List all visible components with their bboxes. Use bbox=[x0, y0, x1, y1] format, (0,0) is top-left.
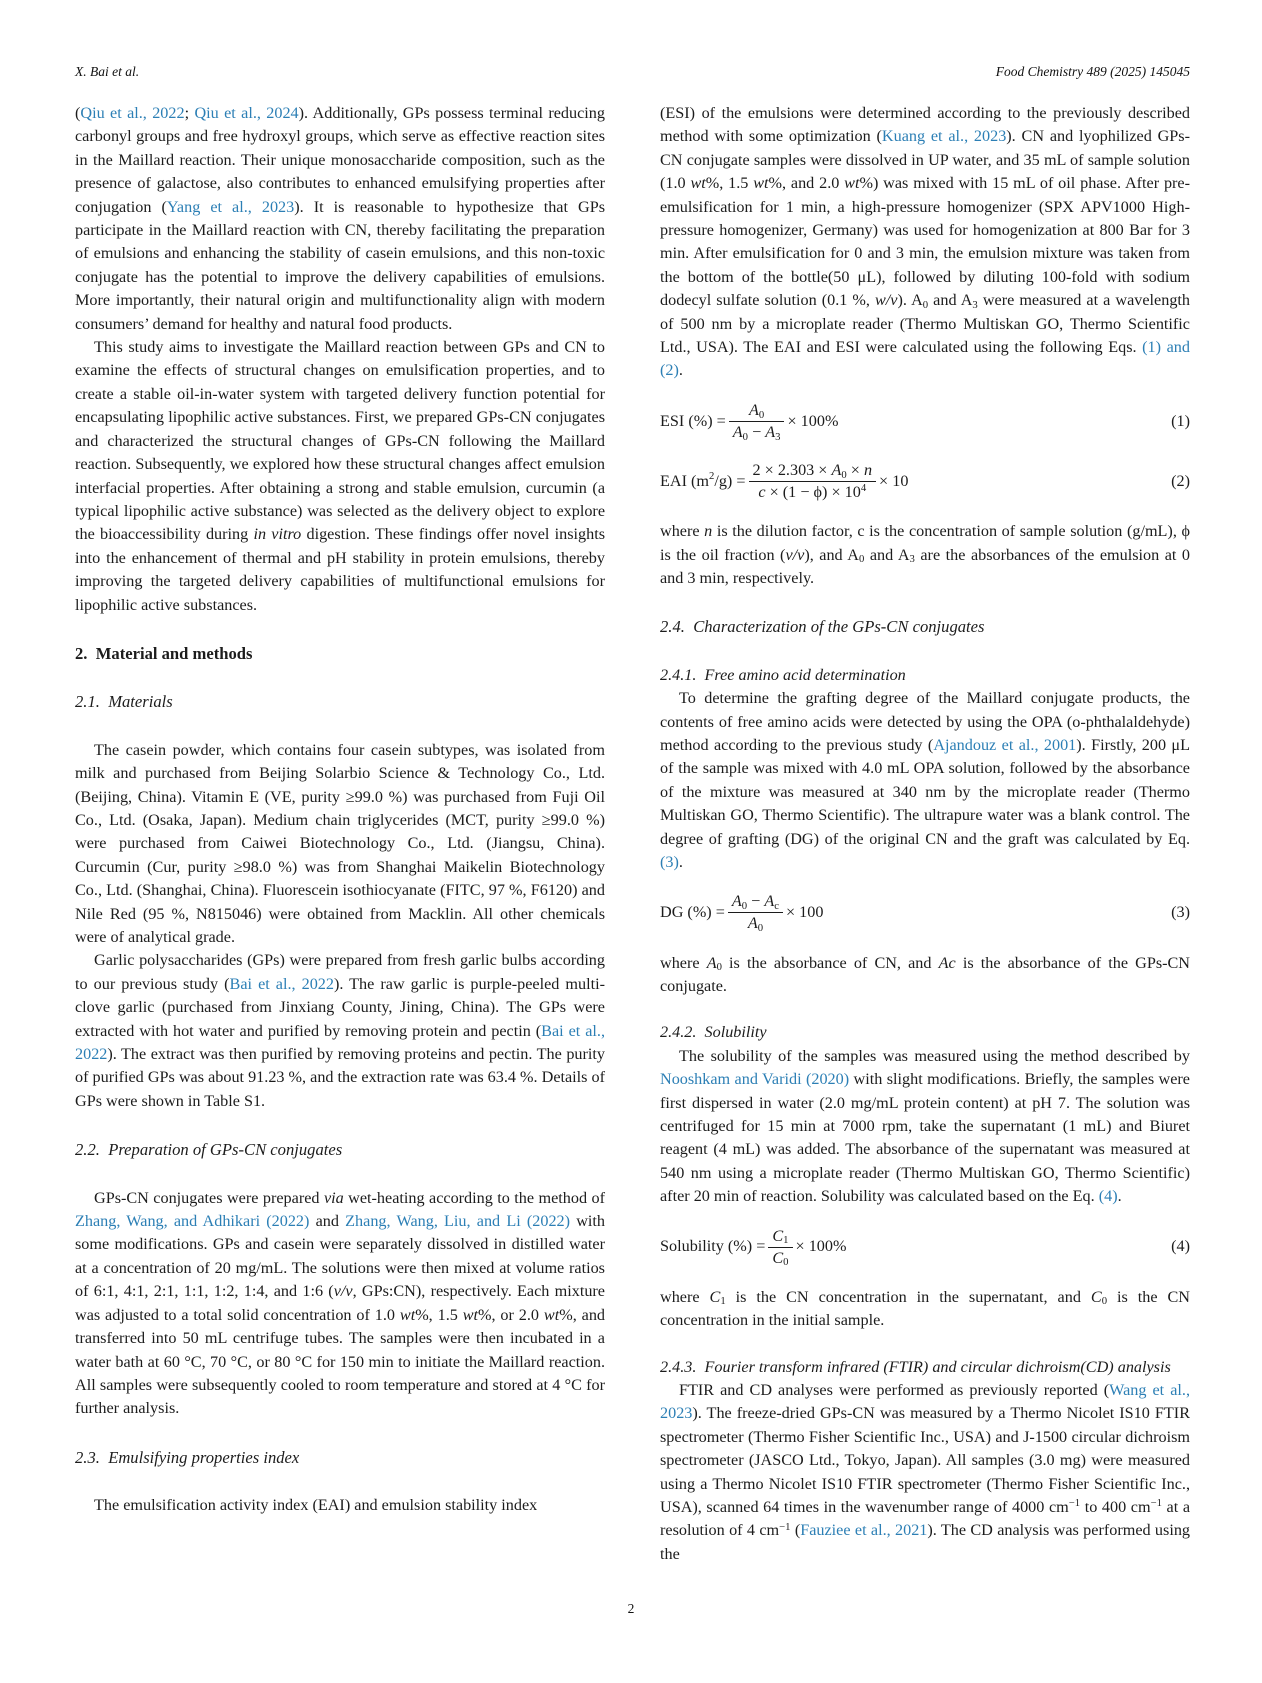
running-head-authors: X. Bai et al. bbox=[75, 64, 140, 79]
text-run: A bbox=[764, 892, 775, 911]
running-head-journal: Food Chemistry 489 (2025) 145045 bbox=[995, 64, 1190, 79]
text-run: is the absorbance of CN, and bbox=[721, 953, 939, 972]
citation-link[interactable]: Qiu et al., 2024 bbox=[194, 104, 299, 122]
text-run: n bbox=[704, 522, 713, 541]
text-run: ), and A bbox=[804, 545, 859, 564]
text-run: 0 bbox=[858, 553, 865, 566]
left-column bbox=[75, 102, 605, 1572]
text-run: to 400 cm bbox=[1080, 1497, 1151, 1516]
text-run: %, or 2.0 bbox=[478, 1305, 544, 1324]
text-run: 2.4. Characterization of the GPs-CN conjugates bbox=[660, 617, 985, 637]
section-heading bbox=[75, 642, 605, 665]
text-run: %, 1.5 bbox=[415, 1305, 463, 1324]
text-run: 4 bbox=[860, 482, 867, 495]
text-run: × 100 bbox=[785, 903, 824, 922]
text-run: 3 bbox=[909, 553, 915, 566]
text-run: ESI (%) = bbox=[660, 411, 726, 430]
equation bbox=[660, 891, 1190, 934]
text-run: 2. Material and methods bbox=[75, 643, 253, 663]
text-run: ). A bbox=[897, 291, 923, 310]
paragraph bbox=[75, 949, 605, 1113]
text-run: 2.1. Materials bbox=[75, 692, 173, 712]
subsection-heading bbox=[660, 1021, 1190, 1044]
text-run: − bbox=[748, 422, 766, 441]
text-run: 2.4.1. Free amino acid determination bbox=[660, 665, 906, 684]
paragraph bbox=[75, 739, 605, 950]
text-run: 0 bbox=[757, 922, 764, 935]
running-head bbox=[75, 64, 1190, 80]
fraction bbox=[749, 460, 877, 503]
text-run: −1 bbox=[1068, 1497, 1081, 1510]
text-run: with some modifications. GPs and casein were separately dissolved in distilled water at a concentration of 20 mg/mL. The solutions were then mixed at volume ratios of 6:1, 4:1, 2:1, 1:1, 1:2, 1:4, and 1:6 ( bbox=[75, 1212, 606, 1301]
citation-link[interactable]: Wang et al., 2023 bbox=[660, 1380, 1190, 1423]
citation-link[interactable]: Zhang, Wang, and Adhikari (2022) bbox=[75, 1212, 310, 1231]
text-run: wt bbox=[844, 174, 860, 193]
citation-link[interactable]: Bai et al., 2022 bbox=[229, 974, 334, 993]
subsection-heading bbox=[660, 664, 1190, 687]
page-number: 2 bbox=[627, 1601, 635, 1616]
text-run: . bbox=[678, 361, 683, 380]
text-run: . bbox=[678, 853, 683, 871]
equation-number: (1) bbox=[1171, 411, 1190, 430]
text-run: × bbox=[846, 461, 864, 479]
text-run: This study aims to investigate the Maillard reaction between GPs and CN to examine the effects of structural changes on emulsification properties, and to create a stable oil-in-water system with targeted delivery function potential for encapsulating lipophilic active substances. First, we prepared GPs-CN conjugates and characterized the structural changes of GPs-CN following the Maillard reaction. Subsequently, we explored how these structural changes affect emulsion interfacial properties. After obtaining a strong and stable emulsion, curcumin (a typical lipophilic active substance) was selected as the delivery object to explore the bioaccessibility during bbox=[75, 338, 605, 544]
subsection-heading bbox=[75, 1138, 605, 1161]
equation-number: (3) bbox=[1171, 903, 1190, 922]
equation bbox=[660, 400, 1190, 443]
text-run: A bbox=[732, 422, 743, 441]
text-run: %, and transferred into 50 mL centrifuge tubes. The samples were then incubated in a water bath at 60 °C, 70 °C, or 80 °C for 150 min to initiate the Maillard reaction. All samples were subsequently cooled to room temperature and stored at 4 °C for further analysis. bbox=[75, 1305, 606, 1418]
text-run: ( bbox=[75, 104, 81, 122]
text-run: 1 bbox=[783, 1234, 789, 1247]
text-run: 0 bbox=[783, 1256, 789, 1269]
paragraph bbox=[660, 952, 1190, 999]
text-run: 2.4.2. Solubility bbox=[660, 1023, 767, 1042]
text-run: and A bbox=[928, 291, 973, 310]
citation-link[interactable]: Qiu et al., 2022 bbox=[80, 104, 185, 122]
text-run: v/v bbox=[785, 545, 805, 564]
text-run: 2 × 2.303 × bbox=[752, 461, 832, 479]
text-run: ). CN and lyophilized GPs-CN conjugate samples were dissolved in UP water, and 35 mL of sample solution (1.0 bbox=[660, 127, 1190, 193]
text-run: and A bbox=[864, 545, 910, 564]
text-run: . bbox=[1117, 1187, 1122, 1206]
text-run: /g) = bbox=[714, 471, 746, 490]
text-run: A bbox=[831, 461, 842, 479]
equation bbox=[660, 1226, 1190, 1269]
subsection-heading bbox=[75, 690, 605, 713]
text-run: A bbox=[731, 892, 742, 911]
text-run: ). Firstly, 200 μL of the sample was mixed with 4.0 mL OPA solution, followed by the absorbance of the mixture was measured at 340 nm by the microplate reader (Thermo Multiskan GO, Thermo Scientific). The ultrapure water was a blank control. The degree of grafting (DG) of the original CN and the graft was calculated by Eq. bbox=[660, 735, 1190, 848]
paragraph bbox=[75, 102, 605, 336]
text-run: w/v bbox=[875, 291, 898, 310]
text-run: ). The extract was then purified by removing proteins and pectin. The purity of purified GPs was about 91.23 %, and the extraction rate was 63.4 %. Details of GPs were shown in Table S1. bbox=[75, 1045, 606, 1110]
text-run: C bbox=[772, 1226, 784, 1245]
text-run: c bbox=[758, 483, 766, 502]
citation-link[interactable]: (1) and (2) bbox=[660, 338, 1190, 380]
citation-link[interactable]: (4) bbox=[1098, 1187, 1118, 1206]
text-run: ; bbox=[184, 104, 195, 122]
citation-link[interactable]: Fauziee et al., 2021 bbox=[800, 1521, 928, 1540]
text-run: The casein powder, which contains four casein subtypes, was isolated from milk and purchased from Beijing Solarbio Science & Technology Co., Ltd. (Beijing, China). Vitamin E (VE, purity ≥99.0 %) was purchased from Fuji Oil Co., Ltd. (Osaka, Japan). Medium chain triglycerides (MCT, purity ≥99.0 %) were purchased from Caiwei Biotechnology Co., Ltd. (Jiangsu, China). Curcumin (Cur, purity ≥98.0 %) was from Shanghai Maikelin Biotechnology Co., Ltd. (Shanghai, China). Fluorescein isothiocyanate (FITC, 97 %, F6120) and Nile Red (95 %, N815046) were obtained from Macklin. All other chemicals were of analytical grade. bbox=[75, 740, 605, 946]
text-run: 3 bbox=[775, 430, 781, 443]
text-run: v/v bbox=[333, 1282, 353, 1301]
text-run: 1 bbox=[720, 1295, 726, 1308]
text-run: DG (%) = bbox=[660, 903, 725, 922]
text-run: A bbox=[706, 953, 717, 972]
citation-link[interactable]: (3) bbox=[660, 853, 679, 871]
text-run: with slight modifications. Briefly, the samples were first dispersed in water (2.0 mg/mL protein content) at pH 7. The solution was centrifuged for 15 min at 7000 rpm, take the supernatant (1 mL) and Biuret reagent (4 mL) was added. The absorbance of the supernatant was measured at 540 nm using a microplate reader (Thermo Multiskan GO, Thermo Scientific) after 20 min of reaction. Solubility was calculated based on the Eq. bbox=[660, 1070, 1190, 1206]
text-run: were measured at a wavelength of 500 nm by a microplate reader (Thermo Multiskan GO, Thermo Scientific Ltd., USA). The EAI and ESI were calculated using the following Eqs. bbox=[660, 291, 1190, 357]
subsection-heading bbox=[660, 1356, 1190, 1379]
text-run: × 100% bbox=[795, 1237, 847, 1256]
text-run: −1 bbox=[1150, 1497, 1162, 1510]
fraction bbox=[768, 1226, 792, 1269]
text-run: 0 bbox=[742, 430, 749, 443]
text-run: digestion. These findings offer novel insights into the enhancement of thermal and pH stability in protein emulsions, thereby improving the targeted delivery capabilities of multifunctional emulsions for lipophilic active substances. bbox=[75, 525, 605, 614]
text-run: The solubility of the samples was measured using the method described by bbox=[679, 1046, 1190, 1065]
two-column-body bbox=[75, 102, 1190, 1572]
text-run: ). It is reasonable to hypothesize that GPs participate in the Maillard reaction with CN, thereby facilitating the preparation of emulsions and enhancing the stability of casein emulsions, and this non-toxic conjugate has the potential to improve the delivery capabilities of emulsions. More importantly, their natural origin and multifunctionality align with modern consumers’ demand for healthy and natural food products. bbox=[75, 197, 605, 333]
citation-link[interactable]: Ajandouz et al., 2001 bbox=[933, 735, 1077, 754]
paragraph bbox=[75, 1494, 605, 1517]
text-run: ( bbox=[790, 1521, 801, 1540]
text-run: Solubility (%) = bbox=[660, 1237, 766, 1256]
text-run: wt bbox=[753, 174, 769, 193]
text-run: −1 bbox=[779, 1520, 791, 1533]
text-run: is the dilution factor, c is the concentration of sample solution (g/mL), ϕ is the oil fraction ( bbox=[660, 522, 1190, 564]
text-run: − bbox=[747, 892, 765, 911]
paragraph bbox=[660, 1286, 1190, 1333]
text-run: C bbox=[1090, 1287, 1102, 1306]
text-run: 0 bbox=[841, 468, 847, 481]
equation-body: EAI (m $^2$ /g) = $\frac{2 \times 2.303 \times A_0 \times n}{c \times (1 - \phi) \times 10^4}$ × 10 bbox=[660, 460, 908, 503]
citation-link[interactable]: Zhang, Wang, Liu, and Li (2022) bbox=[345, 1212, 571, 1231]
text-run: C bbox=[709, 1287, 721, 1306]
citation-link[interactable]: Nooshkam and Varidi (2020) bbox=[660, 1070, 850, 1089]
subsection-heading bbox=[75, 1446, 605, 1469]
paragraph bbox=[660, 520, 1190, 590]
text-run: GPs-CN conjugates were prepared bbox=[94, 1188, 324, 1207]
text-run: C bbox=[772, 1248, 784, 1267]
equation-body bbox=[660, 1226, 846, 1269]
text-run: at a resolution of 4 cm bbox=[660, 1497, 1190, 1540]
text-run: wt bbox=[462, 1305, 479, 1324]
citation-link[interactable]: Kuang et al., 2023 bbox=[881, 127, 1007, 146]
text-run: %, and 2.0 bbox=[768, 174, 845, 193]
equation-body bbox=[660, 400, 838, 443]
text-run: n bbox=[863, 461, 873, 479]
fraction bbox=[728, 891, 783, 934]
equation-number: (4) bbox=[1171, 1237, 1190, 1256]
citation-link[interactable]: Bai et al., 2022 bbox=[75, 1021, 606, 1064]
text-run: × 100% bbox=[787, 411, 839, 430]
text-run: EAI (m bbox=[660, 471, 709, 490]
text-run: wt bbox=[690, 174, 706, 193]
text-run: 2.3. Emulsifying properties index bbox=[75, 1447, 300, 1467]
text-run: wt bbox=[543, 1305, 560, 1324]
text-run: × (1 − ϕ) × 10 bbox=[765, 483, 861, 502]
text-run: and bbox=[309, 1212, 346, 1231]
text-run: ). The freeze-dried GPs-CN was measured by a Thermo Nicolet IS10 FTIR spectrometer (Thermo Fisher Scientific Inc., USA) and J-1500 circular dichroism spectrometer (JASCO Ltd., Tokyo, Japan). All samples (3.0 mg) were measured using a Thermo Nicolet IS10 FTIR spectrometer (Thermo Fisher Scientific Inc., USA), scanned 64 times in the wavenumber range of 4000 cm bbox=[660, 1404, 1190, 1516]
text-run: via bbox=[323, 1188, 344, 1207]
text-run: ). The raw garlic is purple-peeled multi-clove garlic (purchased from Jinxiang County, Jining, China). The GPs were extracted with hot water and purified by removing protein and pectin ( bbox=[75, 974, 605, 1040]
paragraph bbox=[75, 1187, 605, 1421]
text-run: is the absorbance of the GPs-CN conjugate. bbox=[660, 953, 1190, 995]
text-run: Ac bbox=[938, 953, 956, 972]
text-run: A bbox=[765, 422, 776, 441]
text-run: 2.4.3. Fourier transform infrared (FTIR) and circular dichroism(CD) analysis bbox=[660, 1357, 1171, 1376]
text-run: %) was mixed with 15 mL of oil phase. After pre-emulsification for 1 min, a high-pressure homogenizer (SPX APV1000 High-pressure homogenizer, Germany) was used for homogenization at 800 Bar for 3 min. After emulsification for 0 and 3 min, the emulsion mixture was taken from the bottom of the bottle(50 μL), followed by diluting 100-fold with sodium dodecyl sulfate solution (0.1 %, bbox=[660, 174, 1190, 310]
text-run: , GPs:CN), respectively. Each mixture was adjusted to a total solid concentration of 1.0 bbox=[75, 1282, 605, 1324]
text-run: A bbox=[749, 400, 759, 419]
text-run: ). The CD analysis was performed using the bbox=[660, 1521, 1190, 1563]
text-run: A bbox=[747, 914, 758, 933]
text-run: 0 bbox=[1101, 1295, 1108, 1308]
text-run: is the CN concentration in the supernatant, and bbox=[725, 1287, 1091, 1306]
text-run: × 10 bbox=[879, 471, 909, 490]
text-run: where bbox=[660, 522, 705, 541]
text-run: FTIR and CD analyses were performed as previously reported ( bbox=[679, 1380, 1110, 1399]
text-run: is the CN concentration in the initial sample. bbox=[660, 1287, 1190, 1330]
equation-body bbox=[660, 891, 823, 934]
text-run: 0 bbox=[758, 408, 765, 421]
text-run: (ESI) of the emulsions were determined according to the previously described method with some optimization ( bbox=[660, 104, 1190, 146]
paragraph bbox=[660, 1379, 1190, 1566]
text-run: 0 bbox=[922, 298, 929, 311]
paragraph bbox=[75, 336, 605, 617]
text-run: in vitro bbox=[253, 525, 302, 544]
text-run: where bbox=[660, 1287, 710, 1306]
text-run: The emulsification activity index (EAI) and emulsion stability index bbox=[94, 1496, 538, 1515]
text-run: 3 bbox=[972, 298, 978, 311]
right-column bbox=[660, 102, 1190, 1572]
text-run: %, 1.5 bbox=[705, 174, 754, 193]
text-run: c bbox=[774, 900, 779, 913]
text-run: 2.2. Preparation of GPs-CN conjugates bbox=[75, 1140, 343, 1160]
fraction bbox=[729, 400, 785, 443]
paragraph bbox=[660, 687, 1190, 874]
text-run: Garlic polysaccharides (GPs) were prepared from fresh garlic bulbs according to our previous study ( bbox=[75, 951, 605, 993]
text-run: ). Additionally, GPs possess terminal reducing carbonyl groups and free hydroxyl groups, which serve as effective reaction sites in the Maillard reaction. Their unique monosaccharide composition, such as the presence of galactose, also contributes to enhanced emulsifying properties after conjugation ( bbox=[75, 104, 605, 216]
text-run: wet-heating according to the method of bbox=[343, 1188, 605, 1207]
citation-link[interactable]: Yang et al., 2023 bbox=[166, 197, 295, 216]
paragraph bbox=[660, 102, 1190, 383]
text-run: wt bbox=[399, 1305, 416, 1324]
text-run: 0 bbox=[741, 900, 748, 913]
text-run: To determine the grafting degree of the Maillard conjugate products, the contents of free amino acids were detected by using the OPA (o-phthalaldehyde) method according to the previous study ( bbox=[660, 689, 1190, 754]
paragraph bbox=[660, 1045, 1190, 1209]
equation-number: (2) bbox=[1171, 471, 1190, 490]
subsection-heading bbox=[660, 615, 1190, 638]
text-run: 0 bbox=[716, 961, 722, 974]
text-run: are the absorbances of the emulsion at 0 and 3 min, respectively. bbox=[660, 545, 1190, 587]
text-run: where bbox=[660, 953, 707, 972]
equation bbox=[660, 460, 1190, 503]
